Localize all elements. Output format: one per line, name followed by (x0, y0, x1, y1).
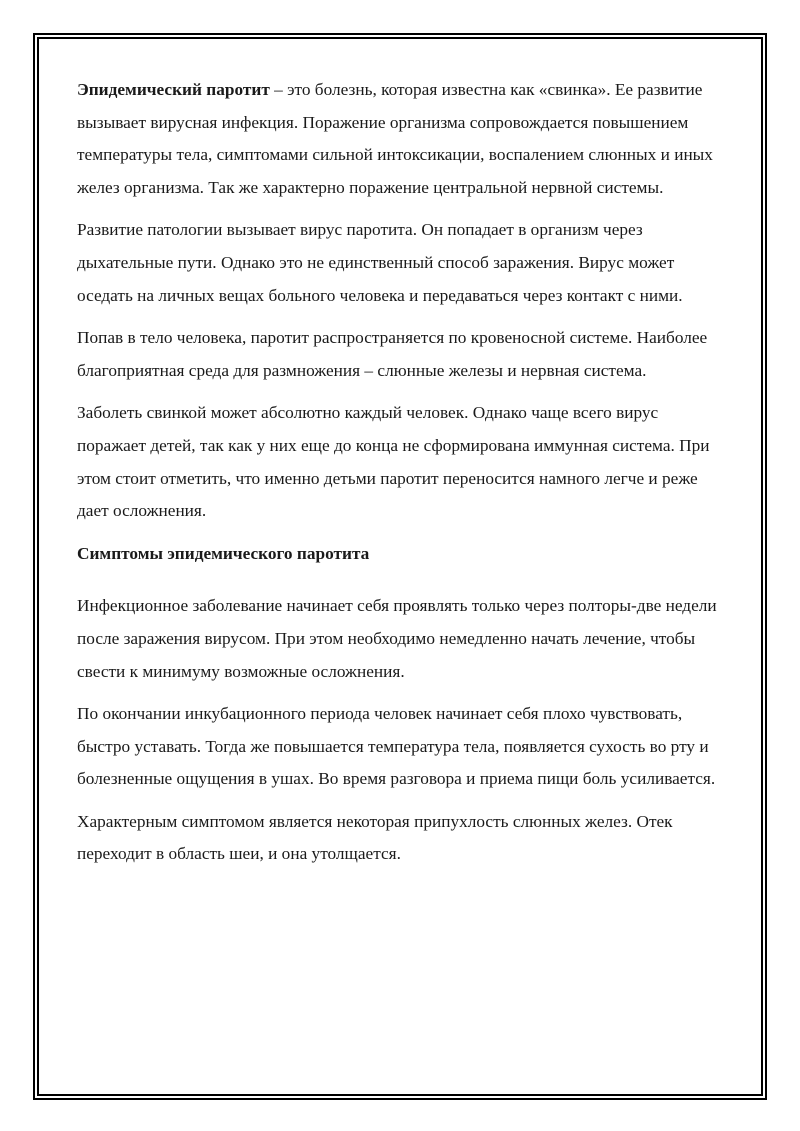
section-heading-symptoms: Симптомы эпидемического паротита (77, 543, 370, 563)
paragraph-transmission: Развитие патологии вызывает вирус паротита. Он попадает в организм через дыхательные пути. Однако это не единственный способ заражения. Вирус может оседать на личных вещах больного человека и передаваться через контакт с ними. (77, 220, 683, 305)
paragraph-swelling: Характерным симптомом является некоторая припухлость слюнных желез. Отек переходит в область шеи, и она утолщается. (77, 811, 673, 864)
paragraph-incubation: По окончании инкубационного периода человек начинает себя плохо чувствовать, быстро уставать. Тогда же повышается температура тела, появляется сухость во рту и болезненные ощущения в ушах. Во время разговора и приема пищи боль усиливается. (77, 704, 716, 789)
paragraph-susceptibility: Заболеть свинкой может абсолютно каждый человек. Однако чаще всего вирус поражает детей, так как у них еще до конца не сформирована иммунная система. При этом стоит отметить, что именно детьми паротит переносится намного легче и реже дает осложнения. (77, 403, 710, 521)
intro-paragraph (77, 74, 727, 204)
intro-term: Эпидемический паротит (77, 80, 270, 99)
paragraph-spread: Попав в тело человека, паротит распространяется по кровеносной системе. Наиболее благоприятная среда для размножения – слюнные железы и нервная система. (77, 328, 708, 380)
paragraph-onset: Инфекционное заболевание начинает себя проявлять только через полторы-две недели после заражения вирусом. При этом необходимо немедленно начать лечение, чтобы свести к минимуму возможные осложнения. (77, 596, 717, 681)
intro-text: – это болезнь, которая известна как «свинка». Ее развитие вызывает вирусная инфекция. Поражение организма сопровождается повышением температуры тела, симптомами сильной интоксикации, воспалением слюнных и иных желез организма. Так же характерно поражение центральной нервной системы. (77, 80, 713, 197)
document-body (77, 74, 727, 881)
